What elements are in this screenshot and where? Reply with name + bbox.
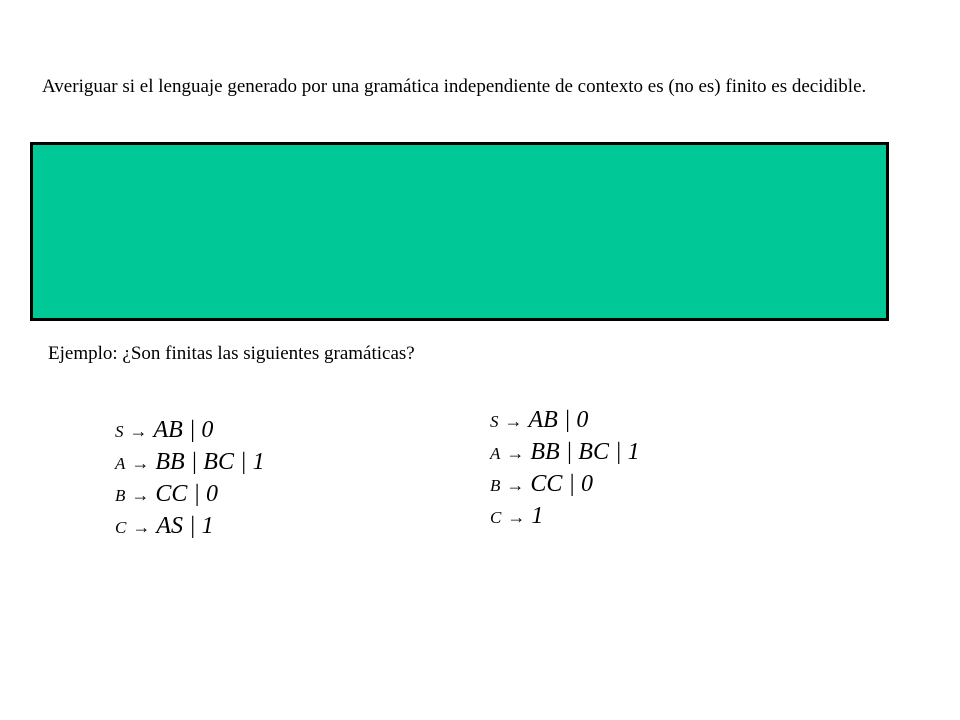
grammar-rule: [115, 511, 265, 543]
grammar-right: [490, 405, 640, 533]
rule-rhs: AS | 1: [156, 513, 214, 539]
arrow-icon: →: [507, 507, 526, 527]
grammar-rule: [115, 479, 265, 511]
rule-rhs: CC | 0: [155, 481, 219, 507]
arrow-icon: →: [129, 421, 148, 441]
highlight-box: [30, 142, 889, 321]
example-heading: Ejemplo: ¿Son finitas las siguientes gramáticas?: [48, 343, 415, 364]
arrow-icon: →: [506, 443, 525, 463]
arrow-icon: →: [504, 411, 523, 431]
rule-lhs: B: [490, 476, 501, 495]
intro-text: Averiguar si el lenguaje generado por una gramática independiente de contexto es (no es) finito es decidible.: [42, 76, 867, 97]
grammar-rule: [115, 447, 265, 479]
arrow-icon: →: [506, 475, 525, 495]
arrow-icon: →: [131, 485, 150, 505]
arrow-icon: →: [131, 453, 150, 473]
grammar-rule: [115, 415, 265, 447]
rule-lhs: C: [490, 508, 502, 527]
rule-rhs: BB | BC | 1: [530, 439, 640, 465]
grammar-left: [115, 415, 265, 543]
rule-lhs: S: [115, 422, 124, 441]
arrow-icon: →: [132, 517, 151, 537]
rule-rhs: AB | 0: [528, 407, 589, 433]
rule-lhs: C: [115, 518, 127, 537]
grammar-rule: [490, 405, 640, 437]
rule-lhs: A: [115, 454, 126, 473]
grammar-rule: [490, 469, 640, 501]
grammar-rule: [490, 501, 640, 533]
rule-lhs: B: [115, 486, 126, 505]
rule-lhs: S: [490, 412, 499, 431]
rule-rhs: BB | BC | 1: [155, 449, 265, 475]
rule-rhs: 1: [531, 503, 544, 529]
rule-rhs: CC | 0: [530, 471, 594, 497]
grammar-rule: [490, 437, 640, 469]
rule-lhs: A: [490, 444, 501, 463]
rule-rhs: AB | 0: [153, 417, 214, 443]
